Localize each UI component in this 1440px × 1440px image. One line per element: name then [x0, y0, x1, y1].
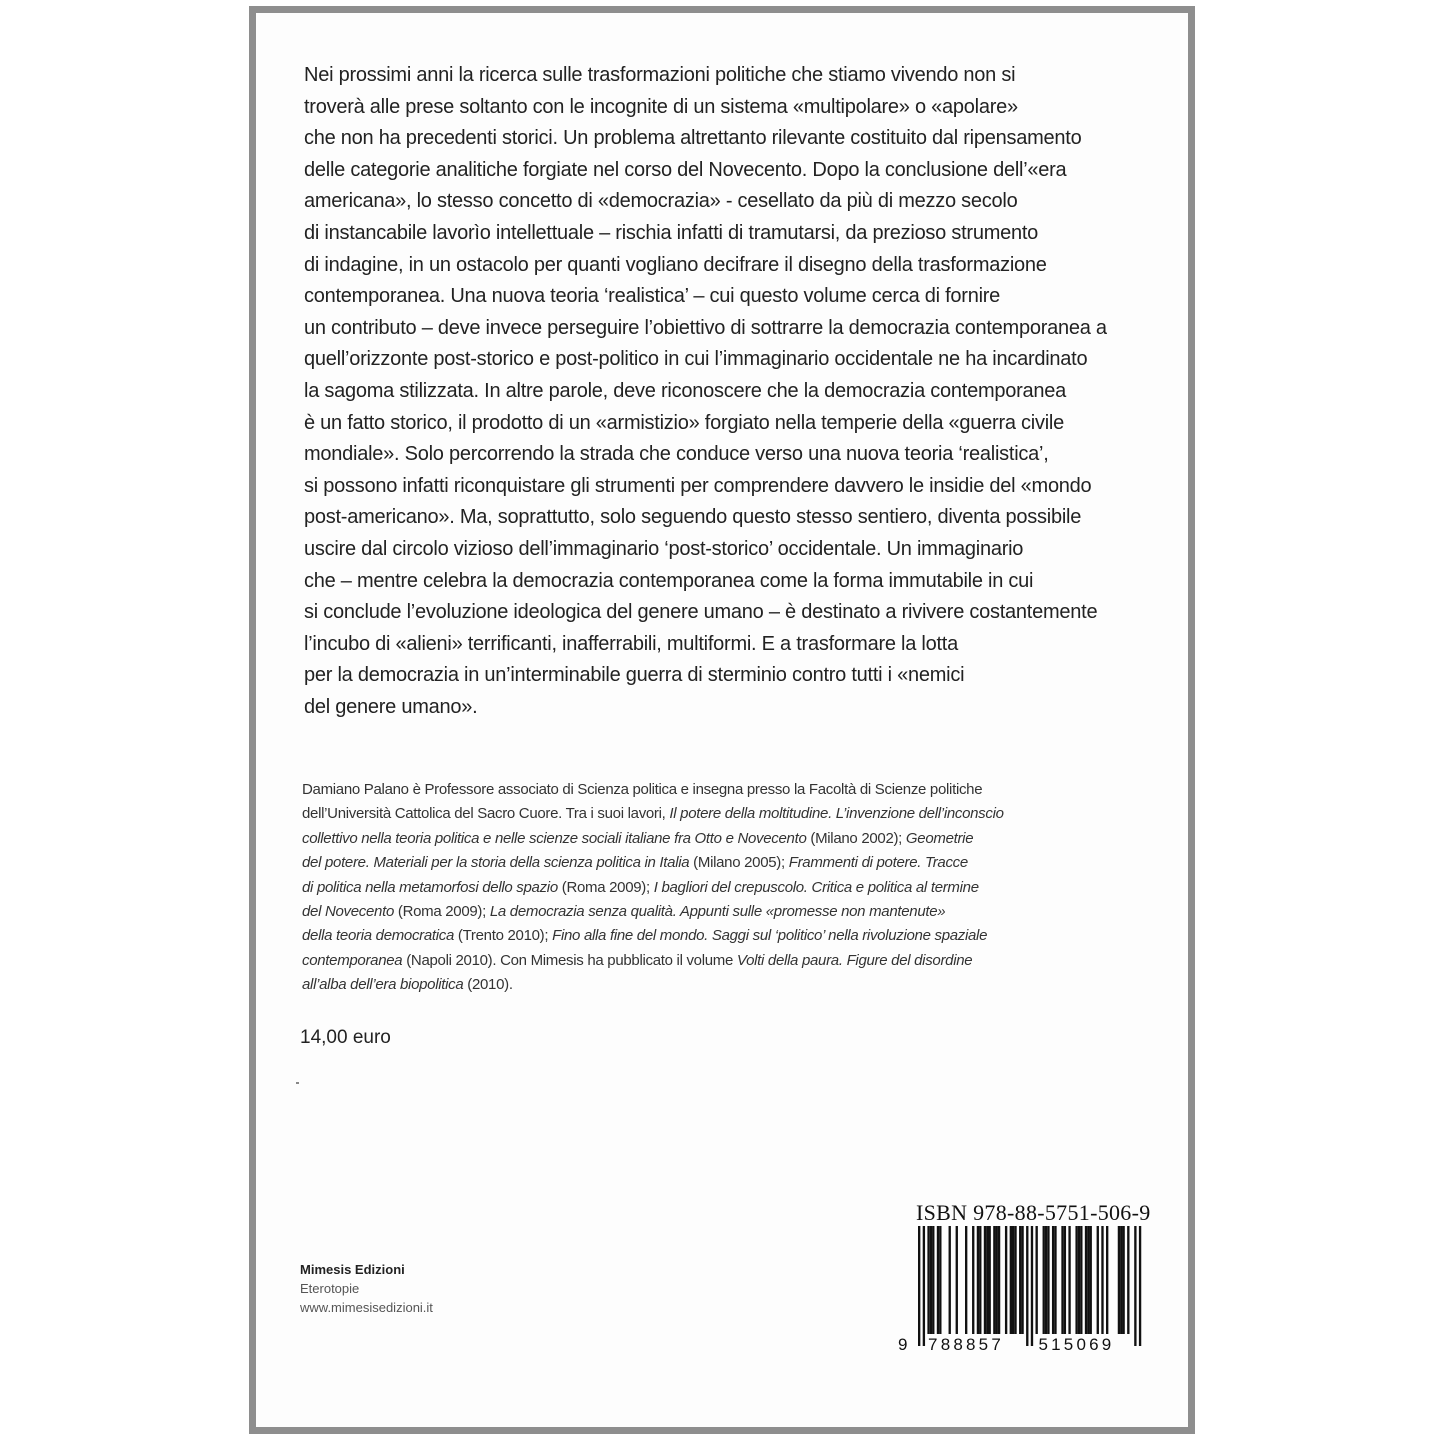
price-label: 14,00 euro [300, 1027, 391, 1048]
bio-title: I bagliori del crepuscolo. Critica e politica al termine [653, 878, 979, 896]
barcode-bar [1087, 1226, 1089, 1334]
barcode-bar [1010, 1226, 1012, 1334]
synopsis-line: per la democrazia in un’interminabile guerra di sterminio contro tutti i «nemici [304, 664, 965, 687]
synopsis-line: quell’orizzonte post-storico e post-politico in cui l’immaginario occidentale ne ha incardinato [304, 348, 1088, 371]
bio-text: dell’Università Cattolica del Sacro Cuore. Tra i suoi lavori, [302, 805, 670, 823]
bio-title: Il potere della moltitudine. L’invenzione dell’inconscio [669, 805, 1004, 823]
bio-line [302, 973, 1132, 997]
bio-line [302, 827, 1132, 851]
bio-title: Frammenti di potere. Tracce [788, 854, 968, 872]
bio-text: (Roma 2009); [557, 878, 654, 896]
bio-text: (Milano 2005); [689, 854, 789, 872]
series-name: Eterotopie [300, 1281, 360, 1296]
synopsis-line: delle categorie analitiche forgiate nel corso del Novecento. Dopo la conclusione dell’«era [304, 158, 1067, 181]
synopsis-line: del genere umano». [304, 695, 478, 718]
bio-text: Damiano Palano è Professore associato di Scienza politica e insegna presso la Facoltà di Scienze politiche [302, 781, 983, 798]
synopsis-line: mondiale». Solo percorrendo la strada che conduce verso una nuova teoria ‘realistica’, [304, 443, 1049, 466]
barcode-bar [979, 1226, 981, 1334]
synopsis-line: la sagoma stilizzata. In altre parole, deve riconoscere che la democrazia contemporanea [304, 379, 1066, 402]
barcode-bar [989, 1226, 991, 1334]
synopsis-line: di indagine, in un ostacolo per quanti vogliano decifrare il disegno della trasformazione [304, 253, 1047, 276]
barcode-bar [937, 1226, 939, 1334]
synopsis-line: troverà alle prese soltanto con le incognite di un sistema «multipolare» o «apolare» [304, 95, 1018, 118]
barcode-bar [1068, 1226, 1070, 1334]
synopsis-line: è un fatto storico, il prodotto di un «armistizio» forgiato nella temperie della «guerra civile [304, 411, 1064, 434]
bio-line [302, 900, 1132, 924]
bio-title: della teoria democratica [302, 927, 455, 945]
barcode-bar [986, 1226, 988, 1334]
barcode-bar [1120, 1226, 1122, 1334]
barcode-bar [1064, 1226, 1066, 1334]
bio-line [302, 802, 1132, 826]
bio-line [302, 949, 1132, 973]
barcode-bar [1080, 1226, 1082, 1334]
publisher-block [300, 1260, 433, 1317]
bio-line [302, 778, 1132, 802]
barcode-bar [1019, 1226, 1021, 1334]
bio-text: (Milano 2002); [806, 829, 906, 847]
barcode-bar [1054, 1226, 1056, 1334]
isbn-barcode [896, 1226, 1146, 1356]
bio-title: all’alba dell’era biopolitica [302, 976, 464, 994]
bio-text: (Roma 2009); [394, 903, 490, 921]
barcode-bar [1134, 1226, 1136, 1346]
bio-line [302, 924, 1132, 948]
barcode-digit-group: 9 [898, 1335, 911, 1354]
barcode-bar [1047, 1226, 1049, 1334]
bio-title: contemporanea [302, 951, 403, 969]
barcode-bar [1021, 1226, 1023, 1334]
publisher-website: www.mimesisedizioni.it [300, 1300, 433, 1315]
barcode-digit-group: 515069 [1038, 1335, 1115, 1354]
barcode-bar [956, 1226, 958, 1334]
barcode-bar [1118, 1226, 1120, 1334]
barcode-bar [1045, 1226, 1047, 1334]
print-speck [296, 1082, 299, 1084]
barcode-bar [1005, 1226, 1007, 1334]
synopsis-line: di instancabile lavorìo intellettuale – rischia infatti di tramutarsi, da prezioso strumento [304, 221, 1039, 244]
barcode-bar [1122, 1226, 1124, 1334]
barcode-bar [984, 1226, 986, 1334]
barcode-bar [939, 1226, 941, 1334]
bio-title: Fino alla fine del mondo. Saggi sul ‘politico’ nella rivoluzione spaziale [552, 927, 988, 945]
barcode-bar [965, 1226, 967, 1334]
barcode-bar [1090, 1226, 1092, 1334]
bio-text: (Napoli 2010). Con Mimesis ha pubblicato il volume [402, 951, 737, 969]
bio-title: di politica nella metamorfosi dello spazio [302, 878, 558, 896]
barcode-bar [1085, 1226, 1087, 1334]
synopsis-line: post-americano». Ma, soprattutto, solo seguendo questo stesso sentiero, diventa possibile [304, 506, 1082, 529]
barcode-bar [1106, 1226, 1108, 1334]
author-biography [302, 778, 1132, 998]
bio-title: del potere. Materiali per la storia della scienza politica in Italia [302, 854, 690, 872]
barcode-bar [993, 1226, 995, 1334]
bio-line [302, 876, 1132, 900]
barcode-bar [918, 1226, 920, 1346]
synopsis-line: contemporanea. Una nuova teoria ‘realistica’ – cui questo volume cerca di fornire [304, 285, 1001, 308]
barcode-bar [1012, 1226, 1014, 1334]
barcode-bar [1036, 1226, 1038, 1334]
barcode-bar [923, 1226, 925, 1346]
barcode-bar [1043, 1226, 1045, 1334]
isbn-label: ISBN 978-88-5751-506-9 [916, 1200, 1151, 1225]
synopsis-line: si conclude l’evoluzione ideologica del genere umano – è destinato a rivivere costantemente [304, 601, 1098, 624]
bio-title: Volti della paura. Figure del disordine [736, 951, 973, 969]
barcode-bar [972, 1226, 974, 1334]
synopsis-line: americana», lo stesso concetto di «democrazia» - cesellato da più di mezzo secolo [304, 190, 1018, 213]
barcode-digit-group: 788857 [928, 1335, 1004, 1354]
barcode-bar [996, 1226, 998, 1334]
synopsis-line: che non ha precedenti storici. Un problema altrettanto rilevante costituito dal ripensamento [304, 127, 1082, 150]
bio-title: La democrazia senza qualità. Appunti sulle «promesse non mantenute» [489, 903, 946, 921]
synopsis-line: un contributo – deve invece perseguire l’obiettivo di sottrarre la democrazia contemporanea a [304, 316, 1107, 339]
barcode-digits [898, 1335, 1114, 1354]
synopsis-line: uscire dal circolo vizioso dell’immaginario ‘post-storico’ occidentale. Un immaginario [304, 537, 1024, 560]
barcode-bar [1026, 1226, 1028, 1346]
synopsis-line: Nei prossimi anni la ricerca sulle trasformazioni politiche che stiamo vivendo non si [304, 64, 1016, 86]
barcode-bar [932, 1226, 934, 1334]
bio-line [302, 851, 1132, 875]
barcode-bar [1052, 1226, 1054, 1334]
barcode-bar [1127, 1226, 1129, 1334]
barcode-bar [949, 1226, 951, 1334]
barcode-bar [1078, 1226, 1080, 1334]
bio-title: collettivo nella teoria politica e nelle scienze sociali italiane fra Otto e Novecento [302, 829, 807, 847]
bio-title: del Novecento [302, 903, 394, 921]
bio-text: (2010). [463, 976, 513, 994]
barcode-bars [918, 1226, 1141, 1346]
publisher-name: Mimesis Edizioni [300, 1262, 405, 1277]
barcode-bar [977, 1226, 979, 1334]
barcode-bar [1075, 1226, 1077, 1334]
bio-title: Geometrie [905, 829, 974, 847]
barcode-bar [927, 1226, 929, 1334]
bio-text: (Trento 2010); [454, 927, 553, 945]
barcode-bar [1061, 1226, 1063, 1334]
barcode-bar [1097, 1226, 1099, 1334]
synopsis-line: che – mentre celebra la democrazia contemporanea come la forma immutabile in cui [304, 569, 1034, 592]
barcode-bar [1101, 1226, 1103, 1334]
synopsis-text [304, 60, 1164, 723]
barcode-bar [998, 1226, 1000, 1334]
barcode-bar [1031, 1226, 1033, 1346]
barcode-bar [930, 1226, 932, 1334]
synopsis-line: si possono infatti riconquistare gli strumenti per comprendere davvero le insidie del «mondo [304, 474, 1092, 497]
barcode-bar [1014, 1226, 1016, 1334]
barcode-bar [1139, 1226, 1141, 1346]
synopsis-line: l’incubo di «alieni» terrificanti, inafferrabili, multiformi. E a trasformare la lotta [304, 632, 958, 655]
